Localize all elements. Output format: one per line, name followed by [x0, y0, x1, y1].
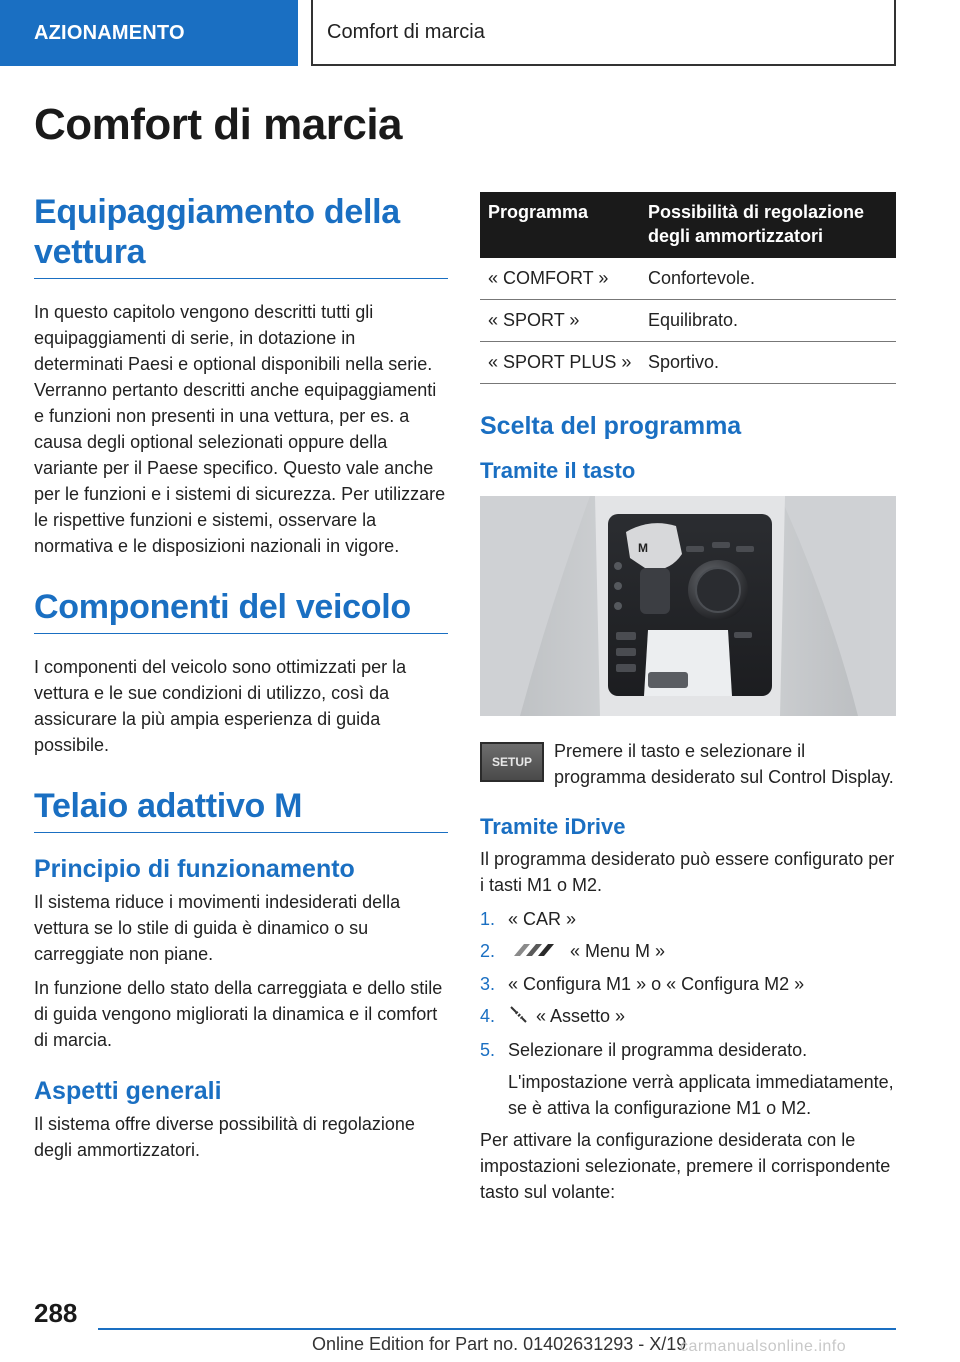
right-column — [480, 192, 896, 1213]
equipment-text: In questo capitolo vengono descritti tutti gli equipaggiamenti di serie, in dotazione in determinati Paesi e optional disponibili nella serie. Verranno pertanto descritti anche equipaggiamenti e funzioni non presenti in una vettura, per es. a causa degli optional selezionati oppure della variante per il Paese specifico. Questo vale anche per le funzioni e i sistemi di sicurezza. Per utilizzare le rispettive funzioni e sistemi, osservare la normativa e le disposizioni nazionali in vigore. — [34, 302, 446, 556]
principle-text-1: Il sistema riduce i movimenti indesiderati della vettura se lo stile di guida è dinamico o su carreggiate non piane. — [34, 892, 401, 964]
principle-text-2: In funzione dello stato della carreggiata e dello stile di guida vengono migliorati la dinamica e il comfort di marcia. — [34, 978, 443, 1050]
table-cell: « SPORT » — [480, 300, 640, 342]
setup-button-icon: SETUP — [480, 742, 544, 782]
shock-absorber-icon — [508, 1004, 528, 1031]
step-text: « CAR » — [508, 909, 577, 929]
general-text: Il sistema offre diverse possibilità di regolazione degli ammortizzatori. — [34, 1114, 415, 1160]
page-title: Comfort di marcia — [34, 100, 403, 149]
list-item — [480, 938, 896, 965]
left-column — [34, 192, 448, 1171]
list-item — [480, 1037, 896, 1063]
page-number: 288 — [34, 1298, 78, 1328]
step-number: 3. — [480, 974, 496, 995]
step-number: 5. — [480, 1040, 496, 1060]
step-text: Selezionare il programma desiderato. — [508, 1040, 808, 1060]
idrive-text: Il programma desiderato può essere configurato per i tasti M1 o M2. — [480, 849, 895, 895]
table-cell: « COMFORT » — [480, 258, 640, 300]
center-console-illustration — [480, 496, 896, 716]
heading-via-button: Tramite il tasto — [480, 458, 636, 483]
table-row — [480, 258, 896, 300]
list-item — [480, 971, 896, 997]
table-cell: Equilibrato. — [640, 300, 896, 342]
m-logo: M — [638, 541, 648, 555]
table-cell: Sportivo. — [640, 342, 896, 384]
setup-text: Premere il tasto e selezionare il programma desiderato sul Control Display. — [554, 741, 894, 787]
final-text: Per attivare la configurazione desiderata con le impostazioni selezionate, premere il corrispondente tasto sul volante: — [480, 1130, 891, 1202]
footer-edition: Online Edition for Part no. 01402631293 - X/19 — [312, 1334, 687, 1354]
center-console-image — [480, 496, 896, 716]
components-text: I componenti del veicolo sono ottimizzati per la vettura e le sue condizioni di utilizzo, così da assicurare la più ampia esperienza di guida possibile. — [34, 657, 407, 755]
table-cell: Confortevole. — [640, 258, 896, 300]
heading-via-idrive: Tramite iDrive — [480, 814, 626, 839]
m-stripes-icon — [508, 939, 562, 965]
table-cell: « SPORT PLUS » — [480, 342, 640, 384]
list-item — [480, 1003, 896, 1031]
step-number: 1. — [480, 909, 496, 929]
section-tab: AZIONAMENTO — [0, 0, 298, 66]
step-text: « Assetto » — [536, 1006, 626, 1027]
step-text: « Menu M » — [570, 941, 666, 961]
table-row — [480, 342, 896, 384]
footer-divider — [98, 1328, 896, 1330]
setup-instruction — [480, 738, 896, 790]
step5-note: L'impostazione verrà applicata immediatamente, se è attiva la configurazione M1 o M2. — [508, 1072, 894, 1118]
table-header-setting: Possibilità di regolazione degli ammortizzatori — [640, 192, 896, 258]
step-number: 2. — [480, 941, 496, 961]
steps-list — [480, 906, 896, 1063]
table-row — [480, 300, 896, 342]
watermark: carmanualsonline.info — [680, 1338, 847, 1355]
table-header-row — [480, 192, 896, 258]
step-number: 4. — [480, 1006, 496, 1027]
heading-principle: Principio di funzionamento — [34, 855, 355, 883]
heading-general: Aspetti generali — [34, 1077, 222, 1105]
heading-program-selection: Scelta del programma — [480, 412, 742, 440]
list-item — [480, 906, 896, 932]
program-table — [480, 192, 896, 384]
heading-equipment: Equipaggiamento della vettura — [34, 192, 448, 279]
heading-components: Componenti del veicolo — [34, 587, 448, 634]
heading-adaptive-chassis: Telaio adattivo M — [34, 786, 448, 833]
step-text: « Configura M1 » o « Configura M2 » — [508, 974, 805, 995]
chapter-title: Comfort di marcia — [311, 0, 896, 66]
table-header-program: Programma — [480, 192, 640, 258]
